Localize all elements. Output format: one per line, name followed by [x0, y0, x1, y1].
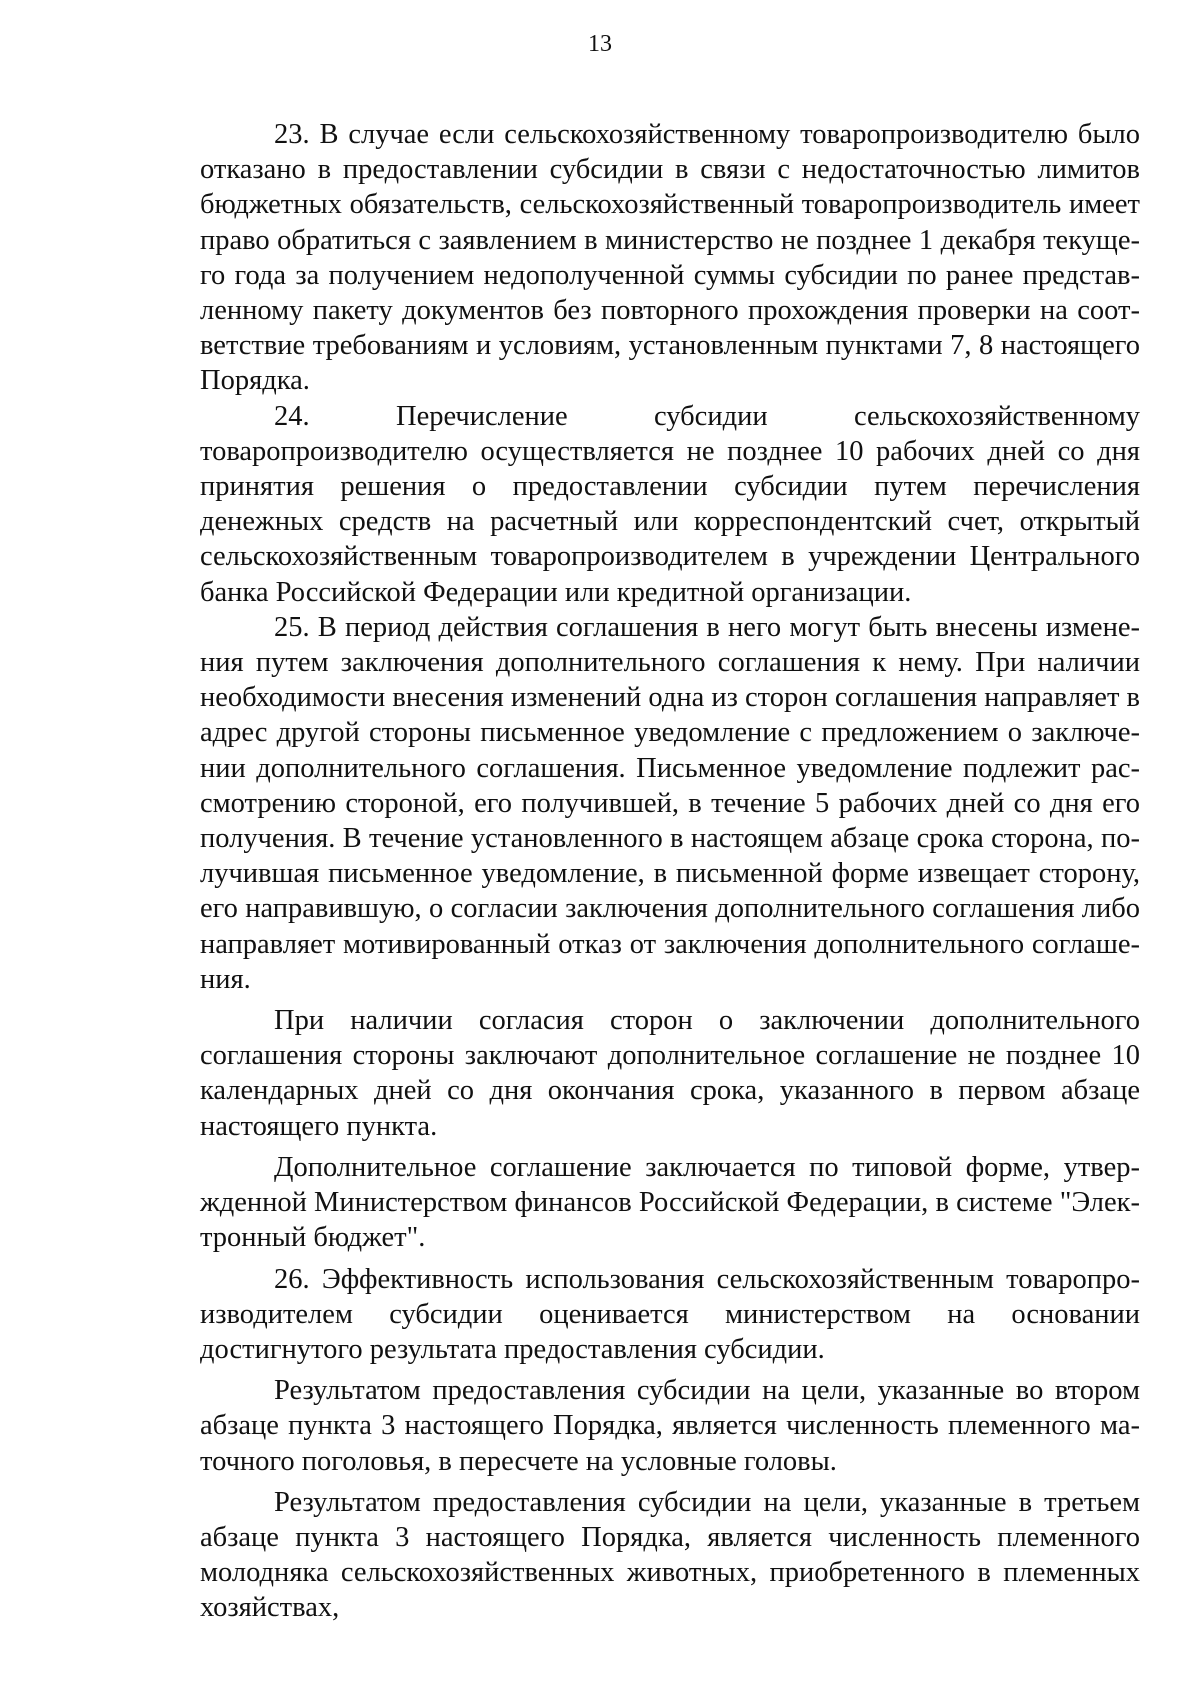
paragraph-26-second-abzac: Результатом предоставления субсидии на цели, указанные во втором абзаце пункта 3 настоящего Порядка, является численность племенного маточного поголовья, в пересчете на условные головы.: [200, 1375, 1140, 1477]
page-number: 13: [588, 31, 612, 57]
paragraph-26-third-abzac: Результатом предоставления субсидии на цели, указанные в третьем абзаце пункта 3 настоящего Порядка, является численность племенного молодняка сельскохозяйственных животных, приобретенного в племенных хозяйствах,: [200, 1486, 1140, 1624]
paragraph-25: 25. В период действия соглашения в него могут быть внесены изменения путем заключения дополнительного соглашения к нему. При наличии необходимости внесения изменений одна из сторон соглашения направляет в адрес другой стороны письменное уведомление с предложением о заключении дополнительного соглашения. Письменное уведомление подлежит рассмотрению стороной, его получившей, в течение 5 рабочих дней со дня его получения. В течение установленного в настоящем абзаце срока сторона, получившая письменное уведомление, в письменной форме извещает сторону, его направившую, о согласии заключения дополнительного соглашения либо направляет мотивированный отказ от заключения дополнительного соглашения.: [200, 611, 1140, 995]
paragraph-25-third-abzac: Дополнительное соглашение заключается по типовой форме, утвержденной Министерством финансов Российской Федерации, в системе "Электронный бюджет".: [200, 1151, 1140, 1254]
paragraph-25-second-abzac: При наличии согласия сторон о заключении дополнительного соглашения стороны заключают дополнительное соглашение не позднее 10 календарных дней со дня окончания срока, указанного в первом абзаце настоящего пункта.: [200, 1005, 1140, 1142]
document-body: [200, 117, 1140, 1626]
paragraph-26: 26. Эффективность использования сельскохозяйственным товаропроизводителем субсидии оценивается министерством на основании достигнутого результата предоставления субсидии.: [200, 1263, 1140, 1365]
paragraph-23: 23. В случае если сельскохозяйственному товаропроизводителю было отказано в предоставлении субсидии в связи с недостаточностью лимитов бюджетных обязательств, сельскохозяйственный товаропроизводитель имеет право обратиться с заявлением в министерство не позднее 1 декабря текущего года за получением недополученной суммы субсидии по ранее представленному пакету документов без повторного прохождения проверки на соответствие требованиям и условиям, установленным пунктами 7, 8 настоящего Порядка.: [200, 119, 1140, 397]
paragraph-24: 24. Перечисление субсидии сельскохозяйственному товаропроизводителю осуществляется не позднее 10 рабочих дней со дня принятия решения о предоставлении субсидии путем перечисления денежных средств на расчетный или корреспондентский счет, открытый сельскохозяйственным товаропроизводителем в учреждении Центрального банка Российской Федерации или кредитной организации.: [200, 400, 1140, 608]
